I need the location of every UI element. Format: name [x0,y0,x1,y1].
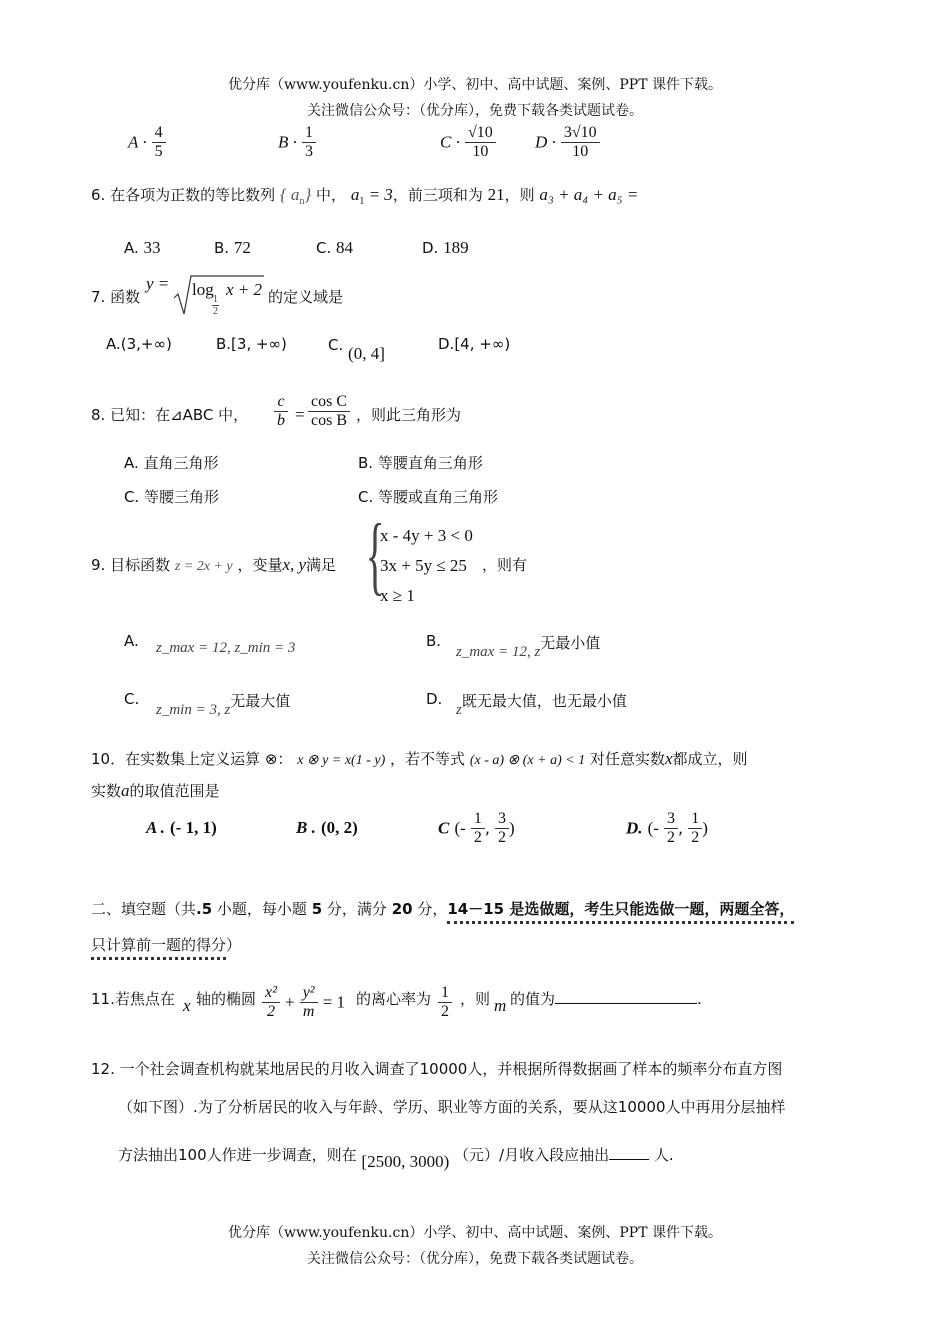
q11-prefix: 11.若焦点在 [91,990,175,1008]
q8-fraction-1: $\frac{c}{b}$ [274,393,288,431]
q7-suffix: 的定义域是 [268,288,344,306]
q5-option-a: A · $\frac{4}{5}$ [128,124,166,162]
footer-line-1: 优分库（www.youfenku.cn）小学、初中、高中试题、案例、PPT 课件下载。 [227,1225,722,1241]
q9-option-b: z_max = 12, z无最小值 [456,634,601,660]
q10-option-c: C (- $\frac{1}{2}$ , $\frac{3}{2}$ ) [438,810,515,847]
q9-option-a-label: A. [124,632,139,650]
q12-line-3: 方法抽出100人作进一步调查，则在 [2500, 3000) （元）/月收入段应抽出 人. [118,1146,674,1171]
section-2-heading-line-2: 只计算前一题的得分） [91,934,241,955]
q6-stem: 6. 在各项为正数的等比数列 { $a_n$} 中， $a_1 = 3$，前三项和为 21，则 a₃ + a₄ + a₅ = [91,185,639,207]
q8-option-a: A. 直角三角形 [124,454,219,472]
q11-m: m [494,996,507,1015]
q11-eccentricity: $\frac{1}{2}$ [438,984,452,1022]
footer-line-2: 关注微信公众号：（优分库），免费下载各类试题试卷。 [307,1251,643,1267]
section-2-heading-line-1: 二、填空题（共.5 小题，每小题 5 分，满分 20 分，14－15 是选做题，考生只能选做一题，两题全答， [91,898,794,919]
q10-line-2: 实数a的取值范围是 [91,781,220,800]
q8-stem-prefix: 8. 已知：在⊿ABC 中， [91,406,249,424]
q7-option-c: C. (0, 4] [328,336,385,363]
q8-option-c: C. 等腰三角形 [124,488,220,506]
q7-log: log [192,280,214,299]
q9-option-c: z_min = 3, z无最大值 [156,692,291,718]
q6-option-b: B. 72 [214,238,251,257]
q9-option-d-label: D. [426,690,443,708]
q8-option-b: B. 等腰直角三角形 [358,454,483,472]
q7-log-base: 1 2 [213,294,218,317]
q5-option-c: C · $\frac{√10}{10}$ [440,124,496,162]
q9-option-b-label: B. [426,632,442,650]
q12-line-2: （如下图）.为了分析居民的收入与年龄、学历、职业等方面的关系，要从这10000人中再用分层抽样 [118,1098,786,1116]
q5-option-d: D · $\frac{3√10}{10}$ [535,124,600,162]
q7-option-a: A.(3,+∞) [106,335,172,353]
q10-option-b: B . (0, 2) [296,818,358,837]
q9-brace: { [365,507,385,604]
q7-function: y = [146,274,170,293]
q9-option-d: z既无最大值，也无最小值 [456,692,627,718]
q11-mid3: ，则 [460,990,491,1008]
q8-fraction-2: $\frac{\text{cos C}}{\text{cos B}}$ [308,393,350,431]
q9-suffix: ，则有 [482,556,528,574]
q9-constraint-1: x - 4y + 3 < 0 [380,526,473,545]
q12-answer-blank[interactable] [609,1159,649,1160]
q6-option-a: A. 33 [124,238,161,257]
q10-option-d: D. (- $\frac{3}{2}$ , $\frac{1}{2}$ ) [626,810,708,847]
q12-line-1: 12. 一个社会调查机构就某地居民的月收入调查了10000人，并根据所得数据画了样本的频率分布直方图 [91,1060,783,1078]
q11-ellipse-equation: $\frac{\text{x²}}{2}$ + $\frac{\text{y²}}{m}$ = 1 [262,984,345,1022]
q8-option-d: C. 等腰或直角三角形 [358,488,499,506]
q7-option-b: B.[3, +∞) [216,335,287,353]
q9-option-a-expr: z_max = 12, z_min = 3 [156,640,296,656]
q11-x: x [183,996,191,1015]
q11-mid2: 的离心率为 [356,990,432,1008]
q11-suffix: 的值为 . [510,990,702,1008]
q7-option-d: D.[4, +∞) [438,335,511,353]
q9-constraint-2: 3x + 5y ≤ 25 [380,556,467,575]
header-line-1: 优分库（www.youfenku.cn）小学、初中、高中试题、案例、PPT 课件下载。 [227,77,722,93]
q8-suffix: ，则此三角形为 [356,406,462,424]
q9-option-c-label: C. [124,690,140,708]
q9-stem: 9. 目标函数 z = 2x + y ，变量x, y满足 [91,555,337,574]
q10-line-1: 10．在实数集上定义运算 ⊗： x ⊗ y = x(1 - y) ，若不等式 (x - a) ⊗ (x + a) < 1 对任意实数x都成立，则 [91,749,748,768]
q11-mid: 轴的椭圆 [196,990,257,1008]
q6-option-c: C. 84 [316,238,354,257]
q11-answer-blank[interactable] [555,1003,697,1004]
q7-log-arg: x + 2 [226,280,263,299]
q10-option-a: A . (- 1, 1) [146,818,217,837]
q9-constraint-3: x ≥ 1 [380,586,415,605]
q6-option-d: D. 189 [422,238,469,257]
q8-eq: = [295,405,305,424]
q7-stem: 7. 函数 [91,288,141,306]
header-line-2: 关注微信公众号：（优分库），免费下载各类试题试卷。 [307,103,643,119]
q5-option-b: B · $\frac{1}{3}$ [278,124,316,162]
